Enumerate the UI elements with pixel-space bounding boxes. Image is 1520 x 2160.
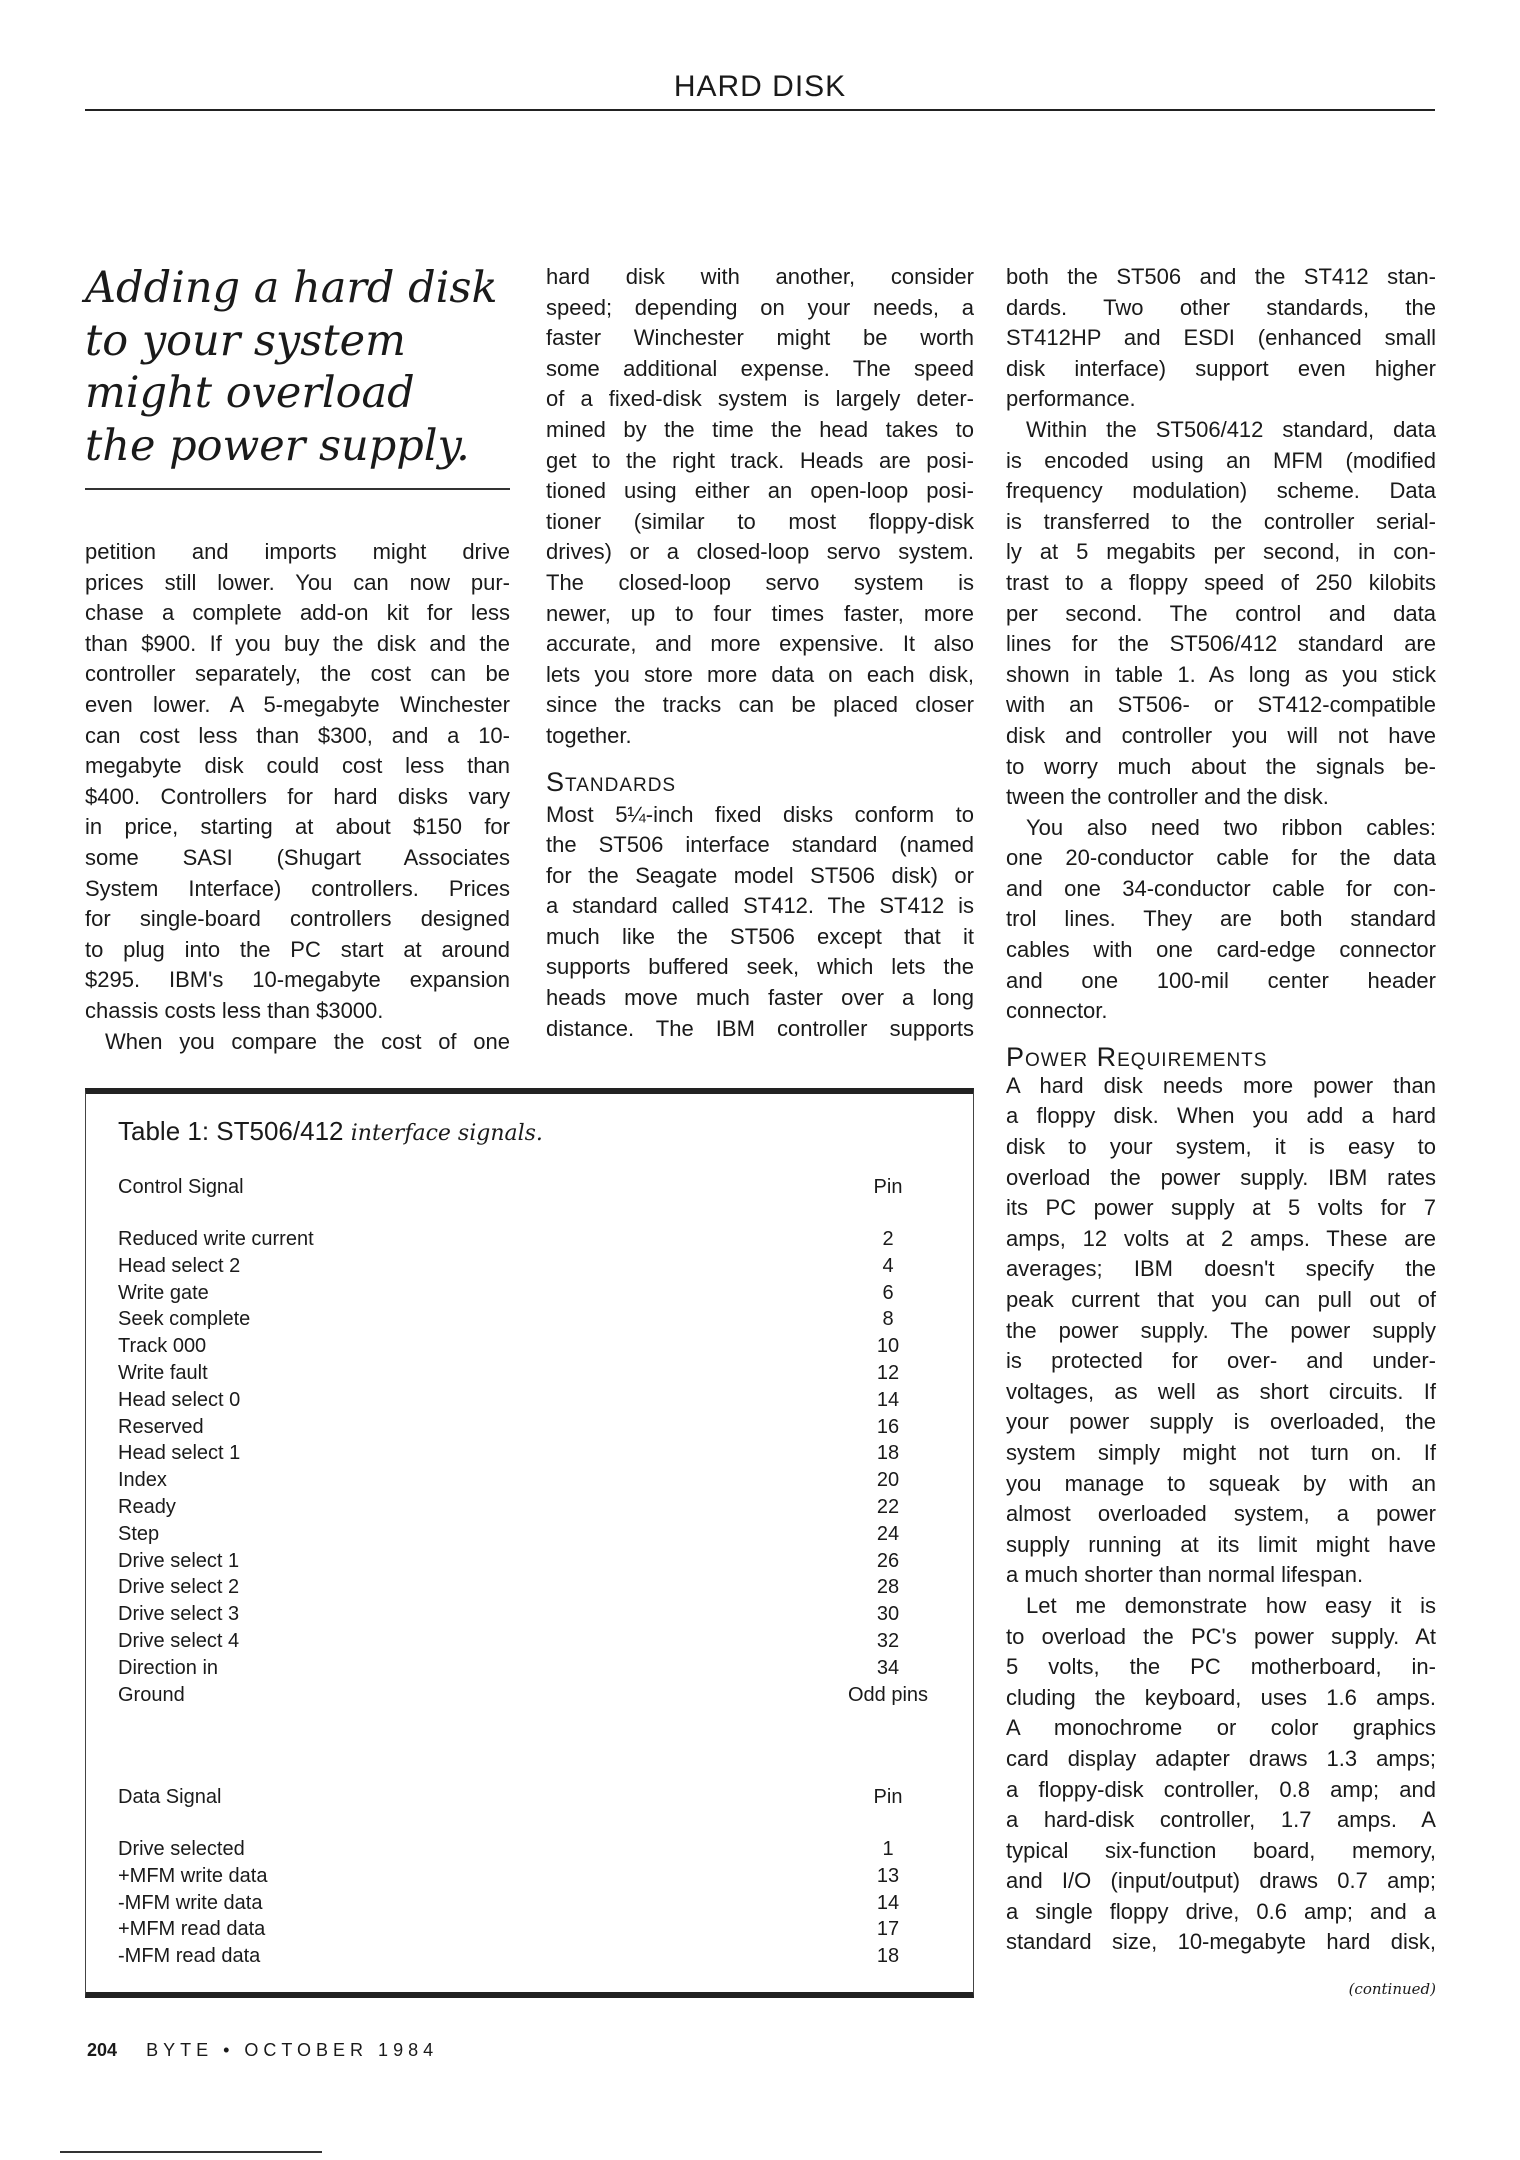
table-row [118,1440,938,1467]
text-line: its PC power supply at 5 volts for 7 [1006,1195,1436,1221]
text-line: to plug into the PC start at around [85,936,510,962]
table-row [118,1682,938,1709]
text-line: the power supply. The power supply [1006,1317,1436,1343]
table-caption-label: Table 1: ST506/412 [118,1116,344,1146]
text-line: accurate, and more expensive. It also [546,631,974,657]
header-rule [85,109,1435,111]
text-line: is transferred to the controller serial- [1006,508,1436,534]
text-line: heads move much faster over a long [546,985,974,1011]
table-row [118,1333,938,1360]
text-line: of a fixed-disk system is largely deter- [546,386,974,412]
pin-number: 6 [882,1281,894,1304]
pin-header: Pin [873,1176,903,1198]
text-line: tioner (similar to most floppy-disk [546,508,974,534]
table-row [118,1548,938,1575]
text-line: even lower. A 5-megabyte Winchester [85,691,510,717]
text-line: $295. IBM's 10-megabyte expansion [85,967,510,993]
text-line: and one 34-conductor cable for con- [1006,875,1436,901]
text-line: system simply might not turn on. If [1006,1439,1436,1465]
text-line: supports buffered seek, which lets the [546,954,974,980]
text-line: a floppy-disk controller, 0.8 amp; and [1006,1776,1436,1802]
pin-number: 18 [876,1442,900,1465]
table-row [118,1916,938,1943]
signal-name: Seek complete [118,1308,251,1331]
pin-number: 4 [882,1254,894,1277]
text-line: a hard-disk controller, 1.7 amps. A [1006,1807,1436,1833]
text-line: lets you store more data on each disk, [546,661,974,687]
text-line: Within the ST506/412 standard, data [1026,416,1436,442]
pull-quote-line: the power supply. [85,420,470,471]
text-line: some SASI (Shugart Associates [85,844,510,870]
text-line: overload the power supply. IBM rates [1006,1164,1436,1190]
text-column-3 [1006,262,1436,1958]
text-line: to overload the PC's power supply. At [1006,1623,1436,1649]
bottom-rule [60,2151,322,2153]
text-line: for single-board controllers designed [85,906,510,932]
signal-name: +MFM write data [118,1864,268,1887]
text-line: faster Winchester might be worth [546,325,974,351]
table-row [118,1836,938,1863]
signal-name: Write fault [118,1362,208,1384]
table-row [118,1280,938,1307]
signal-name: -MFM write data [118,1891,263,1914]
text-line: A monochrome or color graphics [1006,1715,1436,1741]
continued-note: (continued) [1348,1980,1436,1998]
pin-number: 12 [876,1362,900,1384]
table-row [118,1360,938,1387]
magazine-issue: BYTE • OCTOBER 1984 [146,2040,439,2060]
signal-name: Step [118,1522,160,1545]
signal-name: Index [118,1469,167,1492]
pull-quote [85,262,515,472]
signal-name: Drive select 4 [118,1630,240,1652]
text-line: per second. The control and data [1006,600,1436,626]
text-line: for the Seagate model ST506 disk) or [546,862,974,888]
text-line: averages; IBM doesn't specify the [1006,1256,1436,1282]
text-line: The closed-loop servo system is [546,569,974,595]
text-line: mined by the time the head takes to [546,416,974,442]
text-line: can cost less than $300, and a 10- [85,722,510,748]
text-line: peak current that you can pull out of [1006,1287,1436,1312]
data-signal-header: Data Signal [118,1786,222,1808]
text-line: chase a complete add-on kit for less [85,600,510,626]
signal-name: Drive select 3 [118,1603,240,1626]
pin-number: 26 [876,1549,900,1572]
text-line: System Interface) controllers. Prices [85,875,510,901]
pin-number: 8 [882,1308,894,1331]
signal-name: Head select 2 [118,1254,241,1277]
table-row [118,1494,938,1521]
text-line: ly at 5 megabits per second, in con- [1006,539,1436,565]
pin-number: 2 [882,1228,894,1250]
table-caption [118,1116,543,1147]
signal-name: Head select 0 [118,1388,241,1411]
text-line: disk to your system, it is easy to [1006,1134,1436,1160]
text-line: 5 volts, the PC motherboard, in- [1006,1654,1436,1680]
table-row [118,1414,938,1441]
signal-name: Reduced write current [118,1228,314,1250]
text-line: lines for the ST506/412 standard are [1006,631,1436,657]
table-caption-italic: interface signals. [350,1121,543,1146]
pin-number: 14 [876,1388,900,1411]
text-line: newer, up to four times faster, more [546,600,974,626]
text-line: get to the right track. Heads are posi- [546,447,974,473]
table-row [118,1226,938,1253]
signal-name: Ground [118,1683,185,1706]
signal-name: Write gate [118,1281,209,1304]
text-line: cables with one card-edge connector [1006,937,1436,963]
text-line: tioned using either an open-loop posi- [546,478,974,504]
text-line: controller separately, the cost can be [85,661,510,687]
table-row [118,1253,938,1280]
text-line: cluding the keyboard, uses 1.6 amps. [1006,1684,1436,1710]
table-row [118,1628,938,1655]
control-header-row [118,1176,938,1199]
text-line: tween the controller and the disk. [1006,784,1329,810]
text-line: A hard disk needs more power than [1006,1072,1436,1098]
text-line: prices still lower. You can now pur- [85,569,510,595]
pin-number: 22 [876,1496,900,1518]
table-1 [85,1088,974,1998]
text-line: one 20-conductor cable for the data [1006,845,1436,871]
signal-name: Direction in [118,1656,219,1679]
text-line: card display adapter draws 1.3 amps; [1006,1745,1436,1771]
page-footer [87,2040,438,2061]
text-line: dards. Two other standards, the [1006,294,1436,320]
signal-name: Drive selected [118,1838,245,1860]
signal-name: Drive select 2 [118,1576,240,1599]
text-line: a single floppy drive, 0.6 amp; and a [1006,1898,1436,1924]
text-column-2 [546,262,974,1044]
pin-number: 1 [882,1838,894,1860]
pin-number: 34 [876,1656,900,1679]
text-line: frequency modulation) scheme. Data [1006,478,1436,504]
section-heading: Standards [546,766,677,797]
text-line: drives) or a closed-loop servo system. [546,539,974,565]
table-row [118,1655,938,1682]
pin-number: 24 [876,1522,900,1545]
text-line: trol lines. They are both standard [1006,906,1436,932]
pin-number: 10 [876,1335,900,1358]
section-heading: Power Requirements [1006,1041,1268,1072]
text-line: shown in table 1. As long as you stick [1006,661,1436,687]
pull-quote-rule [85,488,510,490]
text-line: some additional expense. The speed [546,355,974,381]
text-line: chassis costs less than $3000. [85,997,384,1023]
signal-name: Drive select 1 [118,1549,240,1572]
data-header-row [118,1786,938,1809]
text-line: a much shorter than normal lifespan. [1006,1562,1364,1588]
control-signal-header: Control Signal [118,1176,244,1198]
text-line: $400. Controllers for hard disks vary [85,783,510,809]
text-line: megabyte disk could cost less than [85,753,510,779]
pin-number: 20 [876,1469,900,1492]
pin-number: 18 [876,1945,900,1968]
text-line: voltages, as well as short circuits. If [1006,1378,1436,1404]
signal-name: Ready [118,1496,176,1518]
text-line: petition and imports might drive [85,539,510,564]
table-row [118,1467,938,1494]
table-row [118,1387,938,1414]
signal-name: +MFM read data [118,1918,266,1941]
text-line: Most 5¼-inch fixed disks conform to [546,801,974,827]
text-line: typical six-function board, memory, [1006,1837,1436,1863]
table-row [118,1574,938,1601]
text-line: in price, starting at about $150 for [85,814,510,840]
text-line: you manage to squeak by with an [1006,1470,1436,1496]
text-line: and one 100-mil center header [1006,967,1436,993]
text-line: your power supply is overloaded, the [1006,1409,1436,1435]
text-line: connector. [1006,998,1108,1024]
running-head: HARD DISK [673,70,847,103]
text-line: You also need two ribbon cables: [1026,814,1436,840]
text-line: a standard called ST412. The ST412 is [546,893,974,919]
text-line: much like the ST506 except that it [546,923,974,949]
text-line: a floppy disk. When you add a hard [1006,1103,1436,1129]
pin-number: 13 [876,1864,900,1887]
text-line: distance. The IBM controller supports [546,1015,974,1041]
pin-number: 17 [876,1918,900,1941]
table-row [118,1943,938,1970]
text-line: amps, 12 volts at 2 amps. These are [1006,1225,1436,1251]
text-line: to worry much about the signals be- [1006,753,1436,779]
text-line: than $900. If you buy the disk and the [85,630,510,656]
pin-header: Pin [873,1786,903,1808]
text-line: disk and controller you will not have [1006,722,1436,748]
text-line: is encoded using an MFM (modified [1006,447,1436,473]
pin-number: 16 [876,1415,900,1438]
text-column-1 [85,537,510,1057]
text-line: When you compare the cost of one [105,1028,510,1054]
text-line: Let me demonstrate how easy it is [1026,1592,1436,1618]
pull-quote-line: Adding a hard disk [85,263,498,313]
text-line: almost overloaded system, a power [1006,1501,1436,1527]
text-line: disk interface) support even higher [1006,355,1436,381]
text-line: ST412HP and ESDI (enhanced small [1006,325,1436,351]
text-line: speed; depending on your needs, a [546,294,974,320]
text-line: trast to a floppy speed of 250 kilobits [1006,569,1436,595]
page-number: 204 [87,2040,118,2060]
text-line: both the ST506 and the ST412 stan- [1006,264,1436,289]
table-row [118,1306,938,1333]
table-row [118,1890,938,1917]
pin-number: 30 [876,1603,900,1626]
signal-name: Track 000 [118,1335,207,1358]
table-row [118,1601,938,1628]
table-row [118,1521,938,1548]
text-line: with an ST506- or ST412-compatible [1006,692,1436,718]
pull-quote-line: might overload [85,368,415,418]
text-line: the ST506 interface standard (named [546,832,974,858]
text-line: together. [546,722,632,748]
text-line: supply running at its limit might have [1006,1531,1436,1557]
pin-number: 14 [876,1891,900,1914]
pull-quote-line: to your system [85,315,406,366]
text-line: standard size, 10-megabyte hard disk, [1006,1929,1436,1955]
text-line: and I/O (input/output) draws 0.7 amp; [1006,1868,1436,1894]
pin-number: 32 [876,1630,900,1652]
text-line: performance. [1006,386,1136,412]
signal-name: Head select 1 [118,1442,241,1465]
text-line: since the tracks can be placed closer [546,692,974,718]
signal-name: -MFM read data [118,1945,261,1968]
pin-number: 28 [876,1576,900,1599]
table-row [118,1863,938,1890]
text-line: hard disk with another, consider [546,264,974,289]
pin-number: Odd pins [847,1683,929,1706]
signal-name: Reserved [118,1415,204,1438]
text-line: is protected for over- and under- [1006,1348,1436,1374]
